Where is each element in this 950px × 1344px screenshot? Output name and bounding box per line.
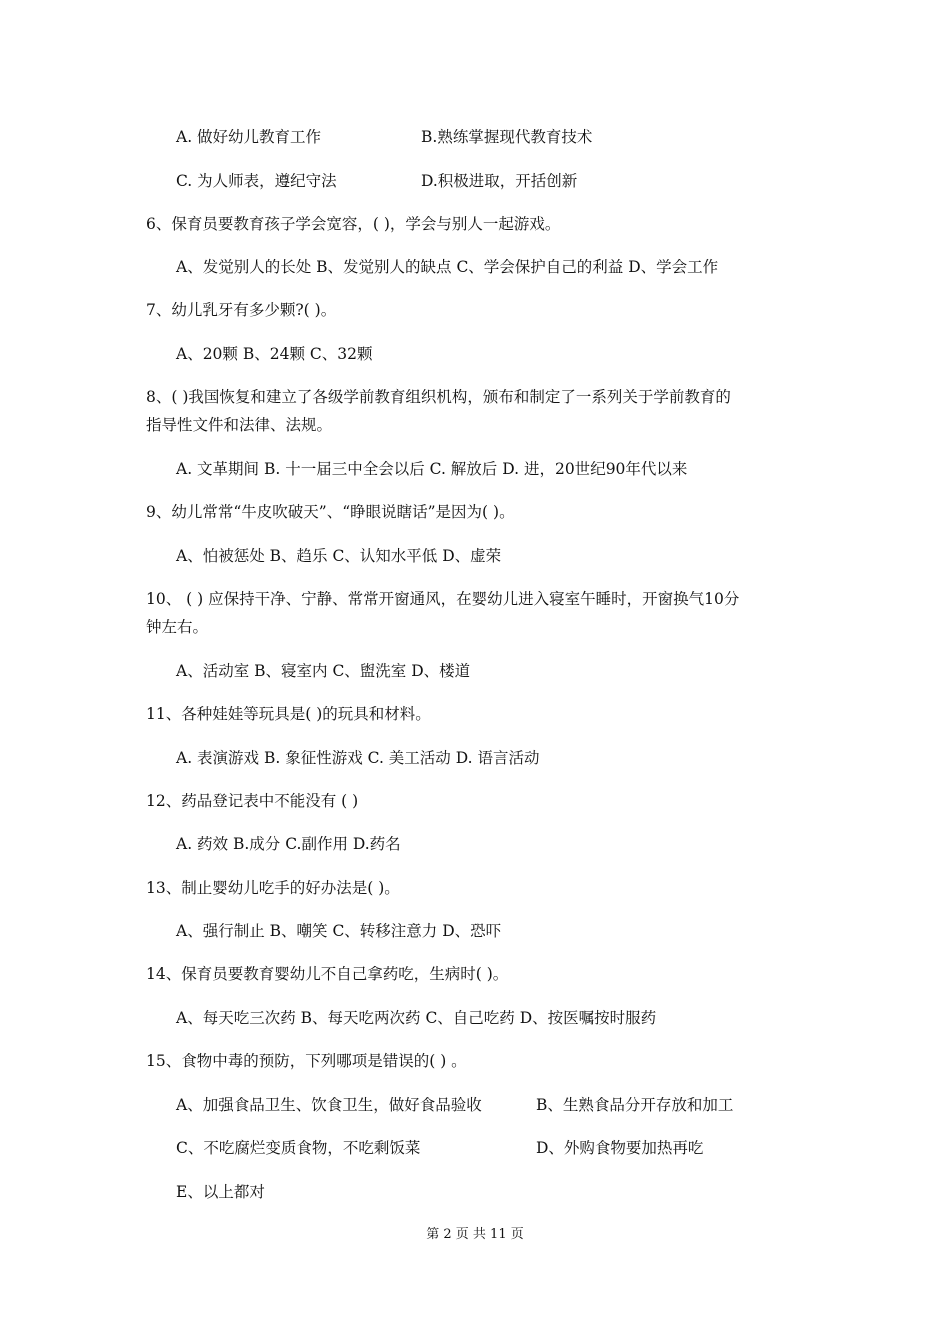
line-text: 钟左右。 bbox=[146, 618, 209, 636]
line-text: A、发觉别人的长处 B、发觉别人的缺点 C、学会保护自己的利益 D、学会工作 bbox=[176, 258, 719, 276]
line-text: A、20颗 B、24颗 C、32颗 bbox=[176, 345, 373, 363]
line-text: 7、幼儿乳牙有多少颗?( )。 bbox=[146, 301, 337, 319]
option-text: A. 做好幼儿教育工作 bbox=[176, 128, 322, 146]
page-footer: 第 2 页 共 11 页 bbox=[426, 1227, 524, 1242]
line-text: A. 药效 B.成分 C.副作用 D.药名 bbox=[176, 835, 401, 853]
option-text: D.积极进取，开括创新 bbox=[421, 172, 578, 190]
option-text: A、加强食品卫生、饮食卫生，做好食品验收 bbox=[176, 1096, 482, 1114]
line-text: 指导性文件和法律、法规。 bbox=[146, 416, 333, 434]
line-text: 8、( )我国恢复和建立了各级学前教育组织机构，颁布和制定了一系列关于学前教育的 bbox=[146, 388, 731, 406]
line-text: 15、食物中毒的预防，下列哪项是错误的( ) 。 bbox=[146, 1052, 467, 1070]
line-text: A、每天吃三次药 B、每天吃两次药 C、自己吃药 D、按医嘱按时服药 bbox=[176, 1009, 657, 1027]
option-text: C. 为人师表，遵纪守法 bbox=[176, 172, 337, 190]
line-text: 12、药品登记表中不能没有 ( ) bbox=[146, 792, 359, 810]
line-text: 11、各种娃娃等玩具是( )的玩具和材料。 bbox=[146, 705, 431, 723]
option-text: B、生熟食品分开存放和加工 bbox=[536, 1096, 734, 1114]
line-text: 14、保育员要教育婴幼儿不自己拿药吃，生病时( )。 bbox=[146, 965, 509, 983]
line-text: 13、制止婴幼儿吃手的好办法是( )。 bbox=[146, 879, 400, 897]
line-text: A、怕被惩处 B、趋乐 C、认知水平低 D、虚荣 bbox=[176, 547, 502, 565]
line-text: 10、 ( ) 应保持干净、宁静、常常开窗通风，在婴幼儿进入寝室午睡时，开窗换气10分 bbox=[146, 590, 740, 608]
line-text: A. 文革期间 B. 十一届三中全会以后 C. 解放后 D. 进，20世纪90年代以来 bbox=[176, 460, 688, 478]
line-text: A、强行制止 B、嘲笑 C、转移注意力 D、恐吓 bbox=[176, 922, 502, 940]
line-text: 6、保育员要教育孩子学会宽容，( )，学会与别人一起游戏。 bbox=[146, 215, 561, 233]
line-text: E、以上都对 bbox=[176, 1183, 265, 1201]
option-text: D、外购食物要加热再吃 bbox=[536, 1139, 704, 1157]
option-text: C、不吃腐烂变质食物，不吃剩饭菜 bbox=[176, 1139, 421, 1157]
line-text: A、活动室 B、寝室内 C、盥洗室 D、楼道 bbox=[176, 662, 471, 680]
option-text: B.熟练掌握现代教育技术 bbox=[421, 128, 593, 146]
line-text: A. 表演游戏 B. 象征性游戏 C. 美工活动 D. 语言活动 bbox=[176, 749, 540, 767]
line-text: 9、幼儿常常“牛皮吹破天”、“睁眼说瞎话”是因为( )。 bbox=[146, 503, 515, 521]
